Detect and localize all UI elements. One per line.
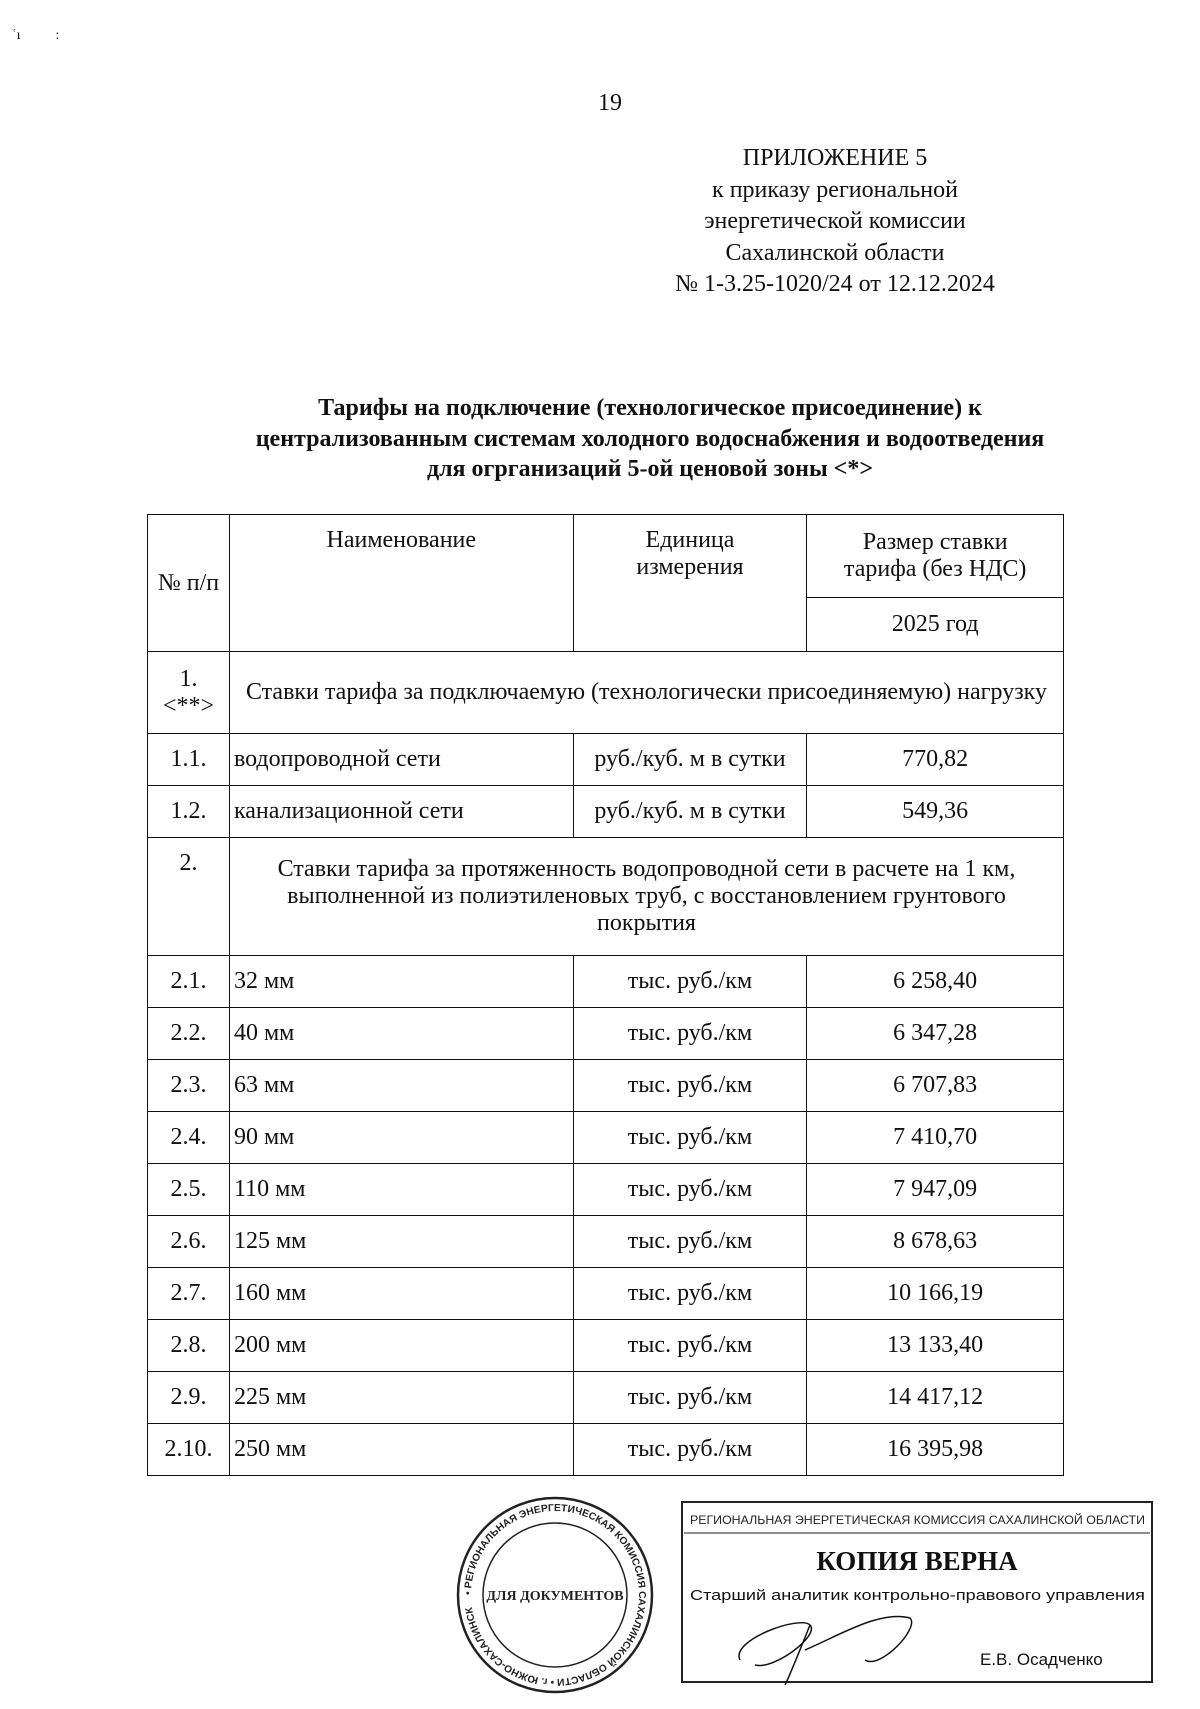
- cell-value: 10 166,19: [807, 1268, 1064, 1320]
- cell-value: 770,82: [807, 734, 1064, 786]
- cell-name: 63 мм: [229, 1060, 573, 1112]
- cell-name: 125 мм: [229, 1216, 573, 1268]
- header-num: № п/п: [148, 515, 230, 652]
- document-title: [150, 393, 1150, 485]
- table-row: [148, 786, 1064, 838]
- tariff-table: [147, 514, 1064, 1476]
- title-line: Тарифы на подключение (технологическое присоединение) к: [318, 395, 982, 421]
- header-rate: [807, 515, 1064, 598]
- table-row: [148, 1008, 1064, 1060]
- cell-num: 2.9.: [148, 1372, 230, 1424]
- section-num-line: <**>: [162, 692, 215, 719]
- section-label: Ставки тарифа за протяженность водопроводной сети в расчете на 1 км, выполненной из полиэтиленовых труб, с восстановлением грунтового покрытия: [229, 838, 1063, 956]
- title-line: для огрганизаций 5-ой ценовой зоны <*>: [426, 456, 874, 482]
- section-num-line: 1.: [179, 665, 198, 692]
- cell-value: 7 947,09: [807, 1164, 1064, 1216]
- cell-num: 1.1.: [148, 734, 230, 786]
- section-row: [148, 838, 1064, 956]
- cell-value: 16 395,98: [807, 1424, 1064, 1476]
- page-number: 19: [598, 90, 622, 116]
- header-unit-line: измерения: [636, 554, 744, 580]
- cell-name: 110 мм: [229, 1164, 573, 1216]
- header-rate-line: тарифа (без НДС): [843, 556, 1027, 582]
- cell-value: 549,36: [807, 786, 1064, 838]
- table-row: [148, 734, 1064, 786]
- scan-mark: ʿı :: [12, 28, 60, 43]
- cell-value: 13 133,40: [807, 1320, 1064, 1372]
- cell-name: 225 мм: [229, 1372, 573, 1424]
- cell-name: 160 мм: [229, 1268, 573, 1320]
- appendix-line: ПРИЛОЖЕНИЕ 5: [742, 145, 928, 171]
- cell-unit: тыс. руб./км: [573, 1008, 807, 1060]
- header-unit-line: Единица: [645, 527, 735, 553]
- cell-name: 90 мм: [229, 1112, 573, 1164]
- table-row: [148, 1268, 1064, 1320]
- round-seal: [455, 1495, 655, 1695]
- table-row: [148, 956, 1064, 1008]
- cell-unit: тыс. руб./км: [573, 1164, 807, 1216]
- cell-unit: тыс. руб./км: [573, 1112, 807, 1164]
- cell-name: канализационной сети: [229, 786, 573, 838]
- appendix-line: энергетической комиссии: [704, 208, 966, 234]
- cell-unit: тыс. руб./км: [573, 1060, 807, 1112]
- cell-value: 8 678,63: [807, 1216, 1064, 1268]
- cell-num: 2.2.: [148, 1008, 230, 1060]
- cell-num: 2.10.: [148, 1424, 230, 1476]
- cell-unit: тыс. руб./км: [573, 1268, 807, 1320]
- appendix-header: [640, 143, 1030, 301]
- cell-num: 2.1.: [148, 956, 230, 1008]
- round-seal-text: • РЕГИОНАЛЬНАЯ ЭНЕРГЕТИЧЕСКАЯ КОМИССИЯ САХАЛИНСКОЙ ОБЛАСТИ • г. ЮЖНО-САХАЛИНСК: [462, 1502, 648, 1688]
- cell-value: 7 410,70: [807, 1112, 1064, 1164]
- table-row: [148, 1216, 1064, 1268]
- table-row: [148, 1372, 1064, 1424]
- header-year: 2025 год: [807, 598, 1064, 652]
- section-num: 2.: [148, 838, 230, 956]
- table-header-row: [148, 515, 1064, 598]
- cell-unit: тыс. руб./км: [573, 1320, 807, 1372]
- cell-unit: тыс. руб./км: [573, 1424, 807, 1476]
- cell-name: водопроводной сети: [229, 734, 573, 786]
- signature: [739, 1616, 912, 1685]
- table-row: [148, 1060, 1064, 1112]
- appendix-line: к приказу региональной: [712, 176, 958, 203]
- certification-stamp: [680, 1500, 1160, 1690]
- cell-value: 6 707,83: [807, 1060, 1064, 1112]
- cell-num: 2.7.: [148, 1268, 230, 1320]
- cell-name: 250 мм: [229, 1424, 573, 1476]
- cell-unit: руб./куб. м в сутки: [573, 734, 807, 786]
- title-line: централизованным системам холодного водоснабжения и водоотведения: [255, 425, 1045, 452]
- cell-unit: тыс. руб./км: [573, 1216, 807, 1268]
- cell-value: 6 258,40: [807, 956, 1064, 1008]
- cell-name: 40 мм: [229, 1008, 573, 1060]
- section-label: Ставки тарифа за подключаемую (технологически присоединяемую) нагрузку: [229, 652, 1063, 734]
- copy-stamp-header: РЕГИОНАЛЬНАЯ ЭНЕРГЕТИЧЕСКАЯ КОМИССИЯ САХАЛИНСКОЙ ОБЛАСТИ: [690, 1513, 1132, 1527]
- section-num: [148, 652, 230, 734]
- cell-unit: руб./куб. м в сутки: [573, 786, 807, 838]
- cell-num: 2.6.: [148, 1216, 230, 1268]
- cell-num: 2.3.: [148, 1060, 230, 1112]
- table-row: [148, 1320, 1064, 1372]
- header-rate-line: Размер ставки: [862, 529, 1008, 555]
- cell-num: 2.8.: [148, 1320, 230, 1372]
- cell-value: 14 417,12: [807, 1372, 1064, 1424]
- table-row: [148, 1112, 1064, 1164]
- header-name: Наименование: [229, 515, 573, 652]
- cell-unit: тыс. руб./км: [573, 1372, 807, 1424]
- cell-num: 2.5.: [148, 1164, 230, 1216]
- cell-name: 200 мм: [229, 1320, 573, 1372]
- cell-num: 1.2.: [148, 786, 230, 838]
- table-row: [148, 1424, 1064, 1476]
- appendix-line: № 1-3.25-1020/24 от 12.12.2024: [675, 271, 995, 297]
- cell-num: 2.4.: [148, 1112, 230, 1164]
- cell-value: 6 347,28: [807, 1008, 1064, 1060]
- copy-stamp-main: КОПИЯ ВЕРНА: [816, 1546, 1018, 1576]
- table-row: [148, 1164, 1064, 1216]
- copy-stamp-position: Старший аналитик контрольно-правового управления: [690, 1587, 1145, 1604]
- header-unit: [573, 515, 807, 652]
- copy-stamp-signatory: Е.В. Осадченко: [980, 1650, 1103, 1669]
- round-seal-center: ДЛЯ ДОКУМЕНТОВ: [486, 1589, 624, 1604]
- section-row: [148, 652, 1064, 734]
- cell-name: 32 мм: [229, 956, 573, 1008]
- appendix-line: Сахалинской области: [725, 239, 945, 266]
- cell-unit: тыс. руб./км: [573, 956, 807, 1008]
